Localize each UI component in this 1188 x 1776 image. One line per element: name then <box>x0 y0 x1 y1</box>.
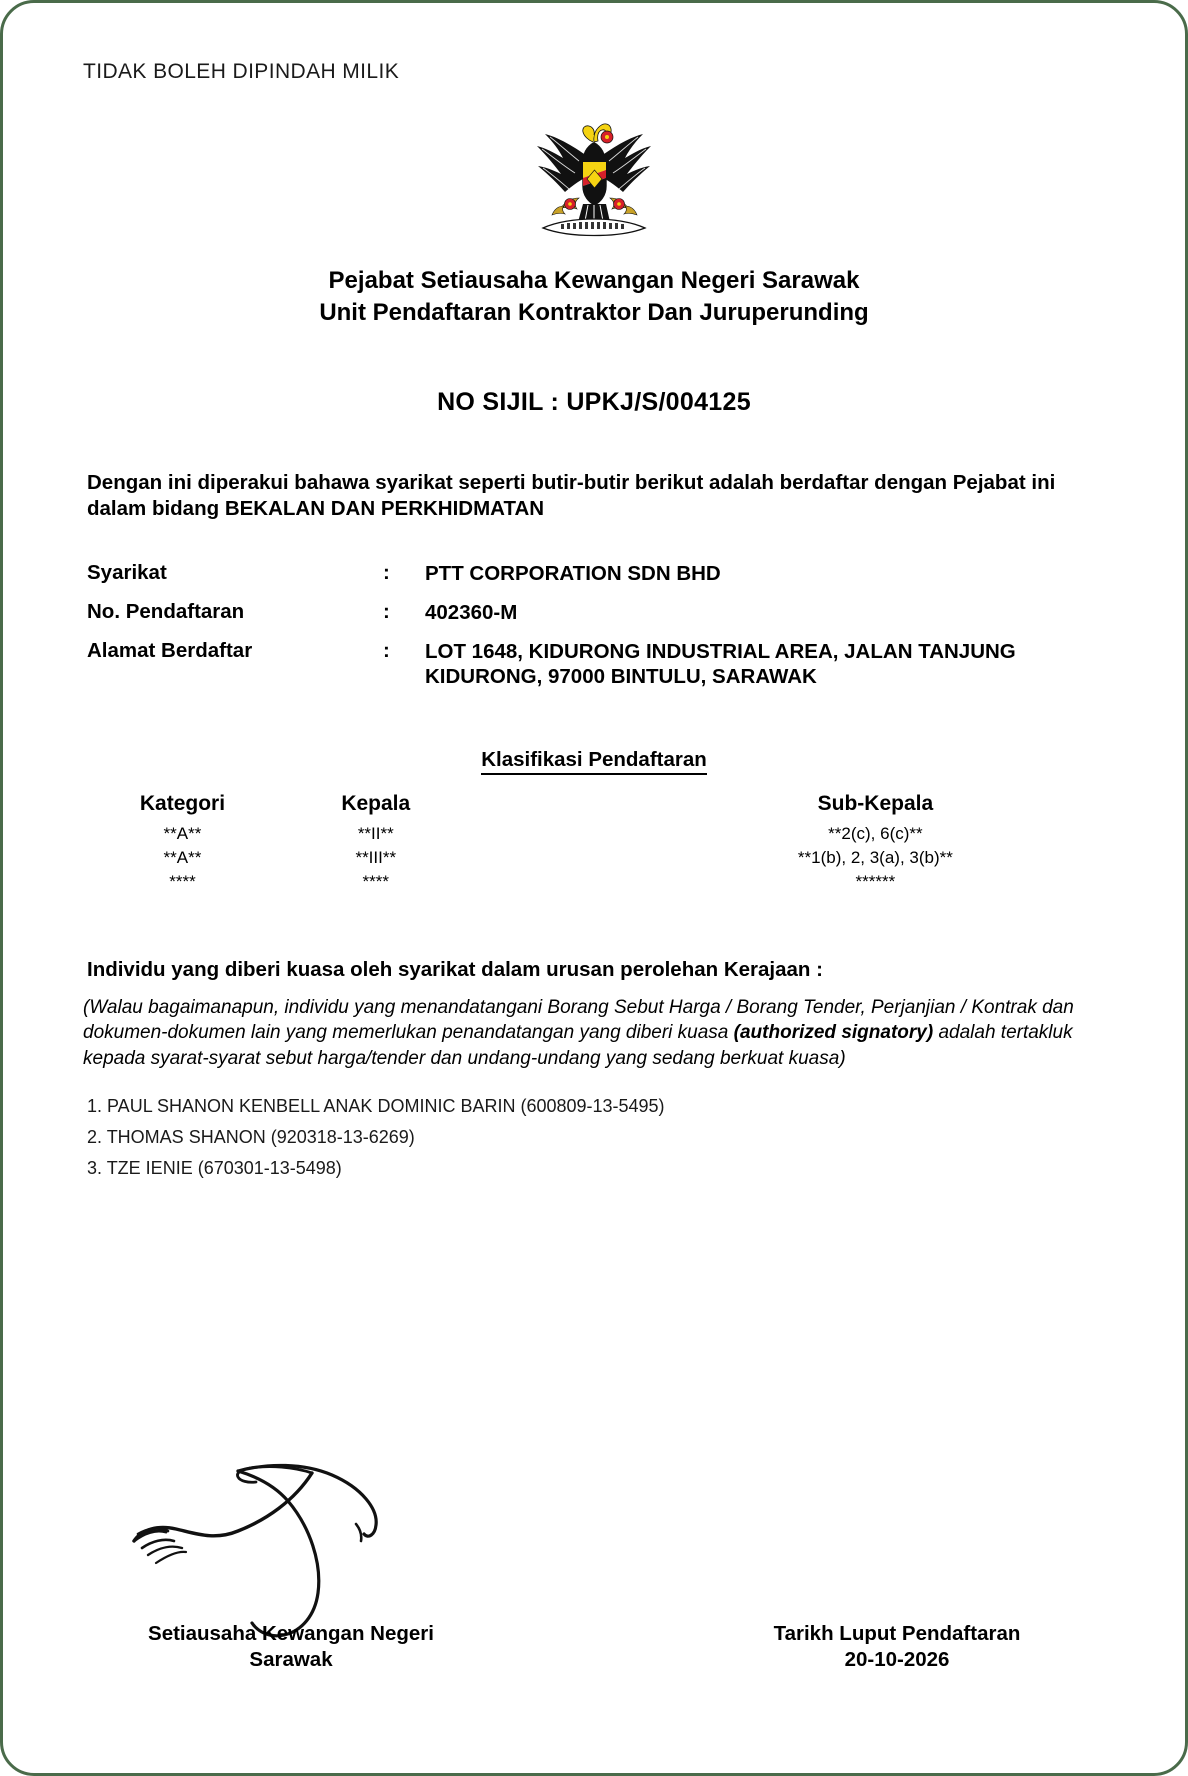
cell-sub-kepala: ****** <box>855 872 896 891</box>
note-part2: adalah tertakluk kepada syarat-syarat sebut harga/tender dan undang-undang yang sedang berkuat kuasa) <box>83 1022 1073 1069</box>
authorised-signatory-note <box>83 995 1098 1071</box>
classification-title-text: Klasifikasi Pendaftaran <box>481 748 707 775</box>
cell-kategori: **A** <box>163 824 202 843</box>
label-no-pendaftaran: No. Pendaftaran <box>87 599 245 623</box>
value-syarikat: PTT CORPORATION SDN BHD <box>425 562 721 585</box>
address-line2: KIDURONG, 97000 BINTULU, SARAWAK <box>425 665 817 689</box>
list-item: 2. THOMAS SHANON (920318-13-6269) <box>87 1126 415 1147</box>
table-row <box>87 846 1097 870</box>
office-heading <box>3 265 1185 328</box>
particular-row-registration-no <box>87 600 1097 626</box>
column-header-kepala: Kepala <box>341 792 411 815</box>
list-item: 3. TZE IENIE (670301-13-5498) <box>87 1157 342 1178</box>
table-row <box>87 822 1097 846</box>
table-row <box>87 870 1097 894</box>
column-spacer <box>474 791 654 822</box>
intro-line2: dalam bidang BEKALAN DAN PERKHIDMATAN <box>87 497 545 521</box>
expiry-label: Tarikh Luput Pendaftaran <box>773 1622 1021 1645</box>
particular-row-company <box>87 561 1097 587</box>
intro-line1: Dengan ini diperakui bahawa syarikat seperti butir-butir berikut adalah berdaftar dengan Pejabat ini <box>87 471 1056 494</box>
cell-kategori: **** <box>169 872 196 891</box>
value-no-pendaftaran: 402360-M <box>425 600 518 624</box>
transfer-notice: TIDAK BOLEH DIPINDAH MILIK <box>83 60 400 83</box>
handwritten-signature <box>98 1401 428 1641</box>
cell-sub-kepala: **1(b), 2, 3(a), 3(b)** <box>797 848 953 867</box>
expiry-block <box>687 1621 1107 1672</box>
expiry-date: 20-10-2026 <box>844 1647 950 1671</box>
particular-row-address <box>87 639 1097 691</box>
value-alamat-berdaftar <box>425 639 1097 691</box>
colon-no-pendaftaran: : <box>383 599 390 623</box>
colon-alamat-berdaftar: : <box>383 638 390 662</box>
company-particulars <box>87 561 1097 703</box>
label-syarikat: Syarikat <box>87 561 167 584</box>
cell-sub-kepala: **2(c), 6(c)** <box>828 824 923 843</box>
office-heading-line2: Unit Pendaftaran Kontraktor Dan Juruperunding <box>319 298 869 326</box>
column-header-sub-kepala: Sub-Kepala <box>817 792 934 815</box>
office-heading-line1: Pejabat Setiausaha Kewangan Negeri Sarawak <box>328 267 860 294</box>
signatory-title-line2: Sarawak <box>249 1647 333 1671</box>
cell-kepala: **** <box>362 872 389 891</box>
list-item: 1. PAUL SHANON KENBELL ANAK DOMINIC BARIN (600809-13-5495) <box>87 1096 665 1116</box>
intro-paragraph <box>87 470 1107 522</box>
sarawak-coat-of-arms-icon <box>509 106 679 246</box>
address-line1: LOT 1648, KIDURONG INDUSTRIAL AREA, JALAN TANJUNG <box>425 639 1016 663</box>
authorised-signatory-heading: Individu yang diberi kuasa oleh syarikat dalam urusan perolehan Kerajaan : <box>87 958 823 981</box>
note-part1: (Walau bagaimanapun, individu yang menandatangani Borang Sebut Harga / Borang Tender, Perjanjian / Kontrak dan dokumen-dokumen lain yang memerlukan penandatangan yang diberi kuasa <box>83 997 1074 1044</box>
cell-kategori: **A** <box>163 848 202 867</box>
column-header-kategori: Kategori <box>139 792 226 815</box>
cell-kepala: **III** <box>355 848 397 867</box>
signatory-title-line1: Setiausaha Kewangan Negeri <box>148 1622 434 1645</box>
classification-header-row <box>87 791 1097 822</box>
certificate-number: NO SIJIL : UPKJ/S/004125 <box>437 388 751 416</box>
cell-spacer <box>474 822 654 846</box>
signatory-block <box>81 1621 501 1672</box>
label-alamat-berdaftar: Alamat Berdaftar <box>87 638 253 662</box>
classification-title <box>3 748 1185 772</box>
cell-kepala: **II** <box>357 824 394 843</box>
classification-table <box>87 791 1097 894</box>
cell-spacer <box>474 870 654 894</box>
authorised-individuals-list <box>87 1091 987 1184</box>
colon-syarikat: : <box>383 561 390 584</box>
cell-spacer <box>474 846 654 870</box>
note-bold-term: (authorized signatory) <box>733 1022 934 1044</box>
